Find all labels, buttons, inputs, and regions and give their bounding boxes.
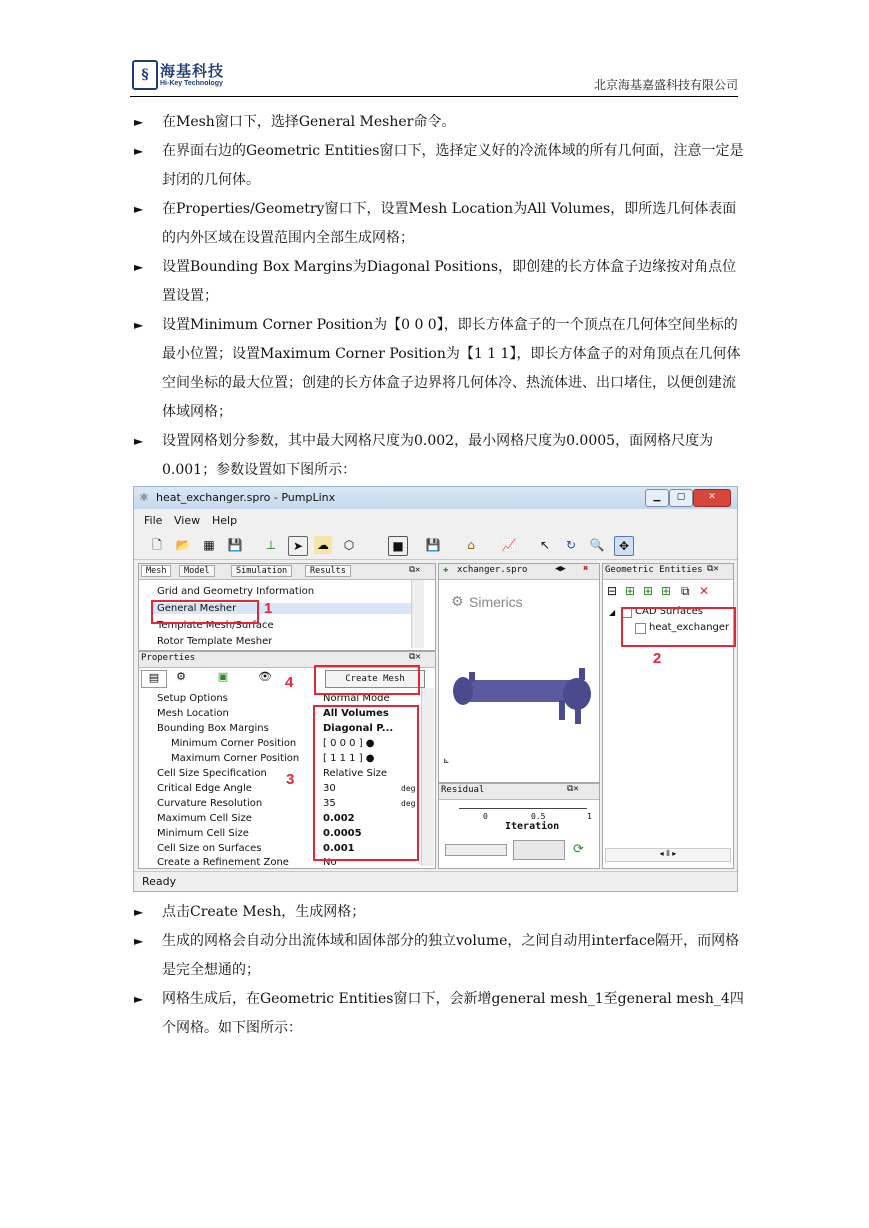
prop-value[interactable]: 35	[323, 798, 336, 809]
prop-value[interactable]: 0.001	[323, 843, 355, 854]
geometry-tab-icon[interactable]: ▤	[141, 670, 167, 688]
status-text: Ready	[142, 875, 177, 888]
unit-label: deg	[401, 799, 416, 808]
prop-key: Minimum Corner Position	[171, 738, 297, 749]
close-button[interactable]: ✕	[693, 489, 731, 507]
bullet-arrow-icon: ►	[134, 934, 144, 948]
unit-label: deg	[401, 784, 416, 793]
bullet-list-bottom	[134, 898, 744, 1043]
open-folder-icon[interactable]: 📂	[175, 538, 191, 552]
prop-value[interactable]: [ 1 1 1 ] ●	[323, 753, 375, 764]
list-item[interactable]: Grid and Geometry Information	[157, 586, 315, 597]
bullet-text: 在Mesh窗口下，选择General Mesher命令。	[162, 114, 456, 130]
add-entity-icon[interactable]: ⊞	[625, 584, 636, 598]
tab-nav-icon[interactable]: ◀▶	[555, 564, 566, 574]
rotate-icon[interactable]: ↻	[565, 538, 577, 552]
tick-label: 0.5	[531, 812, 546, 821]
logo-english: Hi-Key Technology	[160, 80, 223, 87]
prop-value[interactable]: Relative Size	[323, 768, 388, 779]
prop-key: Critical Edge Angle	[157, 783, 252, 794]
axis-triad-icon: ⊾	[443, 756, 450, 765]
bullet-text: 设置Bounding Box Margins为Diagonal Positions，即创建的长方体盒子边缘按对角点位置设置；	[162, 259, 737, 304]
prop-key: Setup Options	[157, 693, 228, 704]
tab-model[interactable]: Model	[179, 565, 215, 577]
scrollbar[interactable]	[411, 580, 424, 648]
bullet-arrow-icon: ►	[134, 992, 144, 1006]
status-bar	[134, 871, 737, 892]
properties-title: Properties	[141, 653, 196, 663]
tree-item-cad-surfaces[interactable]: CAD Surfaces	[635, 606, 704, 617]
menu-file[interactable]: File	[144, 514, 163, 527]
float-close-icon[interactable]: ⧉✕	[409, 652, 421, 662]
mesh-tabs	[139, 564, 435, 580]
list-item-selected[interactable]: General Mesher	[151, 603, 411, 614]
company-logo-icon: §	[132, 60, 158, 90]
prop-value[interactable]: No	[323, 857, 337, 866]
residual-input[interactable]	[513, 840, 565, 860]
menu-bar	[134, 511, 737, 529]
tick-label: 0	[483, 812, 488, 821]
menu-help[interactable]: Help	[212, 514, 238, 527]
bullet-item	[134, 985, 744, 1043]
prop-key: Bounding Box Margins	[157, 723, 269, 734]
bullet-text: 设置Minimum Corner Position为【0 0 0】，即长方体盒子的一个顶点在几何体空间坐标的最小位置；设置Maximum Corner Position为【1 1 1】，即长方体盒子的对角顶点在几何体空间坐标的最大位置；创建的长方体盒子边界将几何体冷、热流体进、出口堵住，以便创建流体域网格；	[162, 317, 741, 420]
tick-label: 1	[587, 812, 592, 821]
highlight-box-1	[151, 600, 259, 624]
geometry-title: Geometric Entities	[605, 565, 703, 575]
bullet-arrow-icon: ►	[134, 115, 144, 129]
iteration-label: Iteration	[505, 821, 560, 832]
highlight-box-3	[313, 705, 419, 861]
tab-simulation[interactable]: Simulation	[231, 565, 292, 577]
delete-icon[interactable]: ✕	[699, 584, 710, 598]
minimize-button[interactable]: ▁	[645, 489, 669, 507]
highlight-box-2	[621, 607, 736, 647]
bullet-arrow-icon: ►	[134, 905, 144, 919]
bullet-text: 生成的网格会自动分出流体域和固体部分的独立volume，之间自动用interface隔开，而网格是完全想通的；	[162, 933, 740, 978]
prop-value[interactable]: 0.0005	[323, 828, 362, 839]
expand-icon[interactable]: ◢	[609, 608, 616, 617]
bullet-text: 点击Create Mesh，生成网格；	[162, 904, 366, 920]
bullet-item	[134, 108, 744, 137]
list-item[interactable]: Rotor Template Mesher	[157, 636, 273, 646]
mesh-tab-icon[interactable]: ▣	[217, 670, 229, 683]
prop-key: Cell Size Specification	[157, 768, 267, 779]
bullet-text: 在界面右边的Geometric Entities窗口下，选择定义好的冷流体域的所有几何面，注意一定是封闭的几何体。	[162, 143, 744, 188]
maximize-button[interactable]: ▢	[669, 489, 693, 507]
tab-mesh[interactable]: Mesh	[141, 565, 171, 577]
residual-header	[439, 784, 599, 800]
viewport-tab-header	[439, 564, 599, 580]
bullet-item	[134, 137, 744, 195]
app-screenshot	[133, 486, 738, 892]
tree-item-heat-exchanger[interactable]: heat_exchanger	[649, 622, 730, 633]
marker-4: 4	[285, 674, 294, 691]
axes-icon[interactable]: ⊥	[265, 538, 277, 552]
float-close-icon[interactable]: ⧉✕	[567, 784, 579, 794]
marker-2: 2	[653, 650, 662, 667]
light-icon[interactable]: ☁	[314, 536, 332, 554]
prop-key: Mesh Location	[157, 708, 229, 719]
viewport-tab-icon: ✚	[443, 565, 449, 575]
company-name: 北京海基嘉盛科技有限公司	[593, 78, 738, 92]
new-file-icon[interactable]: 🗋	[152, 538, 162, 552]
prop-key: Cell Size on Surfaces	[157, 843, 262, 854]
bullet-item	[134, 898, 744, 927]
display-mode-icon[interactable]: ■	[388, 536, 408, 556]
prop-value[interactable]: 30	[323, 783, 336, 794]
heat-exchanger-model	[439, 654, 599, 734]
prop-value[interactable]: [ 0 0 0 ] ●	[323, 738, 375, 749]
toolbar	[134, 531, 737, 560]
viewport-panel	[438, 563, 600, 783]
marker-1: 1	[264, 600, 273, 617]
residual-axis	[459, 808, 587, 809]
bullet-item	[134, 253, 744, 311]
import-icon[interactable]: ▦	[203, 538, 215, 552]
residual-title: Residual	[441, 785, 485, 795]
prop-key: Minimum Cell Size	[157, 828, 249, 839]
create-mesh-button[interactable]: Create Mesh	[325, 670, 425, 688]
refresh-icon[interactable]: ⟳	[573, 842, 584, 857]
scrollbar[interactable]	[421, 688, 434, 866]
bullet-item	[134, 311, 744, 427]
prop-value[interactable]: Normal Mode	[323, 693, 390, 704]
prop-value[interactable]: Diagonal P...	[323, 723, 394, 734]
settings-tab-icon[interactable]: ⚙	[176, 670, 186, 683]
prop-value[interactable]: 0.002	[323, 813, 355, 824]
viewport-tab[interactable]: xchanger.spro	[457, 565, 528, 575]
bullet-item	[134, 195, 744, 253]
marker-3: 3	[286, 771, 295, 788]
bullet-arrow-icon: ►	[134, 144, 144, 158]
page-header	[130, 58, 738, 97]
home-view-icon[interactable]: ⌂	[467, 538, 475, 552]
bullet-text: 设置网格划分参数，其中最大网格尺度为0.002，最小网格尺度为0.0005，面网格尺度为0.001；参数设置如下图所示：	[162, 433, 714, 478]
list-item[interactable]: Template Mesh/Surface	[157, 620, 274, 631]
prop-value[interactable]: All Volumes	[323, 708, 389, 719]
bullet-list-top	[134, 108, 744, 485]
float-close-icon[interactable]: ⧉✕	[707, 564, 719, 574]
logo-chinese: 海基科技	[160, 62, 225, 80]
bullet-arrow-icon: ►	[134, 260, 144, 274]
split-icon[interactable]: ⊞	[661, 584, 672, 598]
box-view-icon[interactable]: ⬡	[343, 538, 355, 552]
bullet-arrow-icon: ►	[134, 318, 144, 332]
zoom-icon[interactable]: 🔍	[589, 538, 605, 552]
export-icon[interactable]: 💾	[425, 538, 441, 552]
tab-results[interactable]: Results	[305, 565, 351, 577]
bullet-item	[134, 427, 744, 485]
bullet-arrow-icon: ►	[134, 202, 144, 216]
window-titlebar	[134, 487, 737, 509]
brand-label: Simerics	[469, 594, 523, 610]
chart-icon[interactable]: 📈	[501, 538, 517, 552]
prop-key: Maximum Corner Position	[171, 753, 300, 764]
prop-key: Create a Refinement Zone	[157, 857, 289, 866]
app-icon: ⚛	[139, 491, 149, 504]
residual-slider[interactable]	[445, 844, 507, 856]
bullet-text: 网格生成后，在Geometric Entities窗口下，会新增general mesh_1至general mesh_4四个网格。如下图所示：	[162, 991, 744, 1036]
view-tab-icon[interactable]: 👁	[258, 670, 272, 683]
geometry-header	[603, 564, 733, 580]
bullet-arrow-icon: ►	[134, 434, 144, 448]
bullet-text: 在Properties/Geometry窗口下，设置Mesh Location为All Volumes，即所选几何体表面的内外区域在设置范围内全部生成网格；	[162, 201, 737, 246]
simerics-logo-icon: ⚙	[451, 594, 464, 610]
horizontal-scrollbar[interactable]: ◂ ⦀ ▸	[605, 848, 731, 862]
merge-icon[interactable]: ⊞	[643, 584, 654, 598]
prop-key: Curvature Resolution	[157, 798, 263, 809]
close-tab-icon[interactable]: ✖	[583, 564, 589, 574]
copy-icon[interactable]: ⧉	[681, 584, 690, 598]
float-icon[interactable]: ⧉✕	[409, 565, 421, 575]
prop-key: Maximum Cell Size	[157, 813, 252, 824]
highlight-box-4	[314, 665, 420, 695]
entity-toolbar-icon[interactable]: ⊟	[607, 584, 618, 598]
residual-panel	[438, 783, 600, 869]
pan-icon[interactable]: ✥	[614, 536, 634, 556]
save-icon[interactable]: 💾	[227, 538, 243, 552]
bullet-item	[134, 927, 744, 985]
cursor-icon[interactable]: ↖	[539, 538, 551, 552]
select-pointer-icon[interactable]: ➤	[288, 536, 308, 556]
window-title: heat_exchanger.spro - PumpLinx	[156, 491, 336, 504]
menu-view[interactable]: View	[174, 514, 201, 527]
